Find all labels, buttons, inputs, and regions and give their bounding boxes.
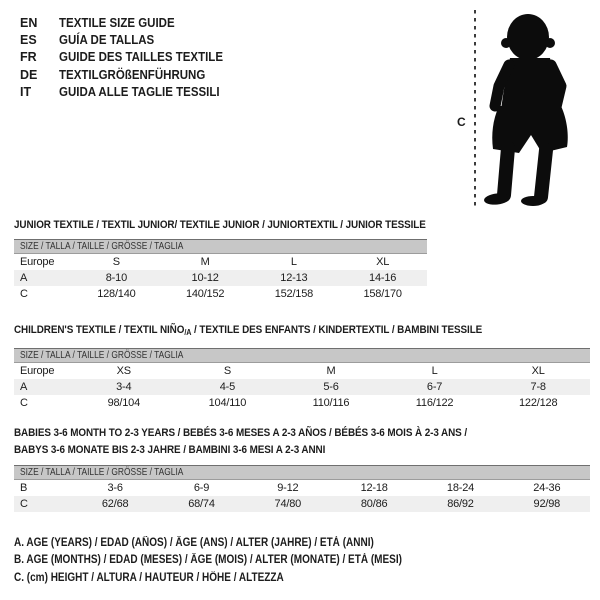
table-row — [14, 379, 590, 395]
row-label: Europe — [20, 256, 55, 268]
children-heading-sub: /A — [184, 328, 192, 337]
size-cell: 5-6 — [279, 379, 383, 395]
size-cell: 62/68 — [72, 496, 158, 512]
list-item — [20, 84, 237, 101]
size-cell: 98/104 — [107, 397, 141, 409]
size-cell: 122/128 — [519, 397, 558, 409]
size-header-label: SIZE / TALLA / TAILLE / GRÖSSE / TAGLIA — [20, 349, 184, 361]
size-cell: 128/140 — [97, 288, 136, 300]
language-code: EN — [20, 16, 38, 30]
baby-silhouette-icon — [483, 14, 567, 206]
children-section — [14, 323, 590, 411]
size-cell: 24-36 — [533, 482, 561, 494]
size-cell: 86/92 — [417, 496, 503, 512]
children-table-wrap — [14, 348, 590, 411]
size-cell: 4-5 — [176, 379, 280, 395]
table-row — [14, 395, 590, 411]
babies-heading-line2: BABYS 3-6 MONATE BIS 2-3 JAHRE / BAMBINI 3-6 MESI A 2-3 ANNI — [14, 443, 326, 456]
junior-heading: JUNIOR TEXTILE / TEXTIL JUNIOR/ TEXTILE JUNIOR / JUNIORTEXTIL / JUNIOR TESSILE — [14, 219, 426, 231]
size-cell: 74/80 — [245, 496, 331, 512]
size-cell: 12-13 — [250, 270, 339, 286]
language-code: FR — [20, 50, 37, 65]
babies-size-table — [14, 480, 590, 512]
size-cell: 10-12 — [161, 270, 250, 286]
size-cell: 14-16 — [338, 270, 427, 286]
footnote-a: A. AGE (YEARS) / EDAD (AÑOS) / ÂGE (ANS) / ALTER (JAHRE) / ETÀ (ANNI) — [14, 537, 374, 549]
children-heading-pre: CHILDREN'S TEXTILE / TEXTIL NIÑO — [14, 324, 185, 336]
table-row — [14, 270, 427, 286]
list-item — [20, 49, 237, 66]
size-cell: 152/158 — [274, 288, 314, 300]
guide-title: GUIDA ALLE TAGLIE TESSILI — [59, 84, 220, 99]
size-cell: 6-7 — [383, 379, 487, 395]
size-cell: 116/122 — [415, 397, 454, 409]
size-cell: L — [290, 256, 297, 268]
row-label: C — [20, 288, 28, 300]
list-item — [20, 67, 237, 84]
size-cell: 68/74 — [158, 496, 244, 512]
children-heading — [14, 323, 532, 340]
row-label: Europe — [20, 365, 55, 377]
list-item — [20, 32, 237, 49]
size-cell: 3-6 — [107, 482, 123, 494]
size-cell: 9-12 — [277, 482, 299, 494]
size-cell: 18-24 — [446, 482, 475, 494]
size-cell: XL — [376, 256, 390, 268]
row-label: B — [20, 482, 28, 494]
footnote-c: C. (cm) HEIGHT / ALTURA / HAUTEUR / HÖHE / ALTEZZA — [14, 571, 284, 584]
footnotes — [14, 535, 460, 587]
size-cell: 8-10 — [72, 270, 161, 286]
table-row — [14, 286, 427, 302]
size-cell: 92/98 — [504, 496, 590, 512]
size-cell: 6-9 — [193, 482, 210, 494]
babies-size-header-bar — [14, 465, 590, 480]
babies-table-wrap — [14, 465, 590, 512]
language-code: ES — [20, 33, 37, 48]
guide-title: TEXTILE SIZE GUIDE — [59, 16, 175, 30]
row-label: C — [20, 397, 28, 409]
babies-section — [14, 425, 590, 512]
size-cell: 80/86 — [331, 496, 417, 512]
height-measure-figure — [448, 8, 593, 210]
size-header-label: SIZE / TALLA / TAILLE / GRÖSSE / TAGLIA — [20, 466, 184, 478]
guide-title: GUIDE DES TAILLES TEXTILE — [59, 50, 224, 65]
language-code: IT — [20, 84, 32, 99]
language-code: DE — [20, 67, 38, 82]
size-cell: XS — [116, 365, 131, 377]
size-cell: 3-4 — [72, 379, 176, 395]
list-item — [20, 15, 237, 32]
size-cell: S — [223, 365, 231, 377]
size-cell: 7-8 — [486, 379, 590, 395]
size-cell: 158/170 — [363, 288, 402, 300]
size-cell: M — [200, 256, 210, 268]
language-title-list — [20, 15, 237, 101]
size-cell: 140/152 — [185, 288, 225, 300]
size-cell: XL — [531, 365, 545, 377]
size-cell: S — [112, 256, 120, 268]
footnote-b: B. AGE (MONTHS) / EDAD (MESES) / ÂGE (MOIS) / ALTER (MONATE) / ETÀ (MESI) — [14, 554, 402, 567]
children-size-table — [14, 363, 590, 411]
table-row — [14, 254, 427, 270]
size-cell: L — [431, 365, 438, 377]
junior-table-wrap — [14, 239, 427, 302]
row-label: A — [14, 270, 72, 286]
babies-heading-line1: BABIES 3-6 MONTH TO 2-3 YEARS / BEBÉS 3-6 MESES A 2-3 AÑOS / BÉBÉS 3-6 MOIS À 2-3 ANS / — [14, 427, 467, 439]
junior-size-header-bar — [14, 239, 427, 254]
size-cell: 104/110 — [208, 397, 247, 409]
table-row — [14, 496, 590, 512]
row-label: C — [14, 496, 72, 512]
children-size-header-bar — [14, 348, 590, 363]
row-label: A — [14, 379, 72, 395]
guide-title: TEXTILGRÖßENFÜHRUNG — [59, 67, 206, 82]
table-row — [14, 480, 590, 496]
size-cell: M — [326, 365, 336, 377]
children-heading-post: / TEXTILE DES ENFANTS / KINDERTEXTIL / BAMBINI TESSILE — [191, 324, 483, 336]
height-measure-label: C — [457, 115, 466, 129]
size-cell: 110/116 — [312, 397, 350, 409]
junior-size-table — [14, 254, 427, 302]
guide-title: GUÍA DE TALLAS — [59, 33, 155, 48]
size-cell: 12-18 — [360, 482, 388, 494]
junior-section — [14, 218, 427, 302]
table-row — [14, 363, 590, 379]
size-header-label: SIZE / TALLA / TAILLE / GRÖSSE / TAGLIA — [20, 240, 184, 252]
